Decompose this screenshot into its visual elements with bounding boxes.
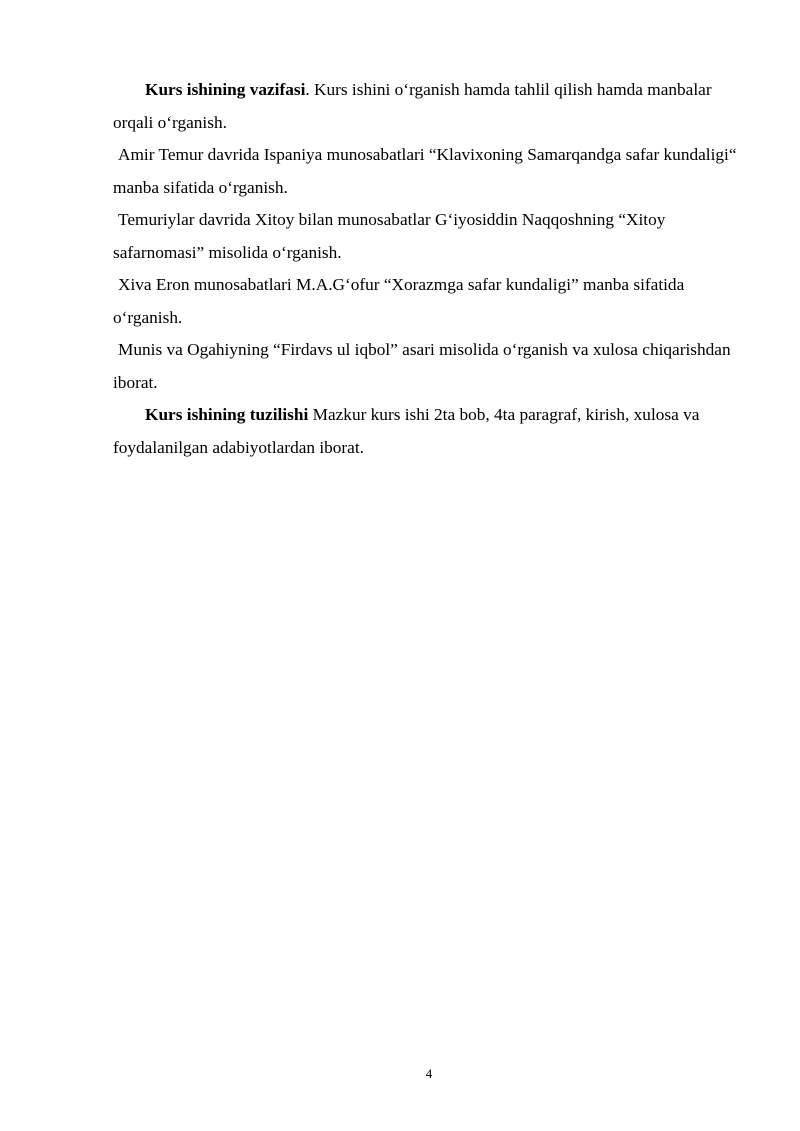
paragraph-munis <box>113 334 743 399</box>
document-body <box>113 74 743 464</box>
paragraph-task-text: . Kurs ishini o‘rganish hamda tahlil qilish hamda manbalar orqali o‘rganish. <box>113 80 712 132</box>
paragraph-iran <box>113 269 743 334</box>
paragraph-structure-text: Mazkur kurs ishi 2ta bob, 4ta paragraf, kirish, xulosa va foydalanilgan adabiyotlardan iborat. <box>113 405 700 457</box>
heading-task: Kurs ishining vazifasi <box>145 80 306 99</box>
paragraph-iran-text: Xiva Eron munosabatlari M.A.G‘ofur “Xorazmga safar kundaligi” manba sifatida o‘rganish. <box>113 275 685 327</box>
paragraph-china-text: Temuriylar davrida Xitoy bilan munosabatlar G‘iyosiddin Naqqoshning “Xitoy safarnomasi” misolida o‘rganish. <box>113 210 666 262</box>
paragraph-task <box>113 74 743 139</box>
paragraph-spain-text: Amir Temur davrida Ispaniya munosabatlari “Klavixoning Samarqandga safar kundaligi“ manba sifatida o‘rganish. <box>113 145 737 197</box>
heading-structure: Kurs ishining tuzilishi <box>145 405 309 424</box>
paragraph-structure <box>113 399 743 464</box>
paragraph-munis-text: Munis va Ogahiyning “Firdavs ul iqbol” asari misolida o‘rganish va xulosa chiqarishdan iborat. <box>113 340 731 392</box>
page-number: 4 <box>425 1066 433 1081</box>
paragraph-spain <box>113 139 743 204</box>
paragraph-china <box>113 204 743 269</box>
